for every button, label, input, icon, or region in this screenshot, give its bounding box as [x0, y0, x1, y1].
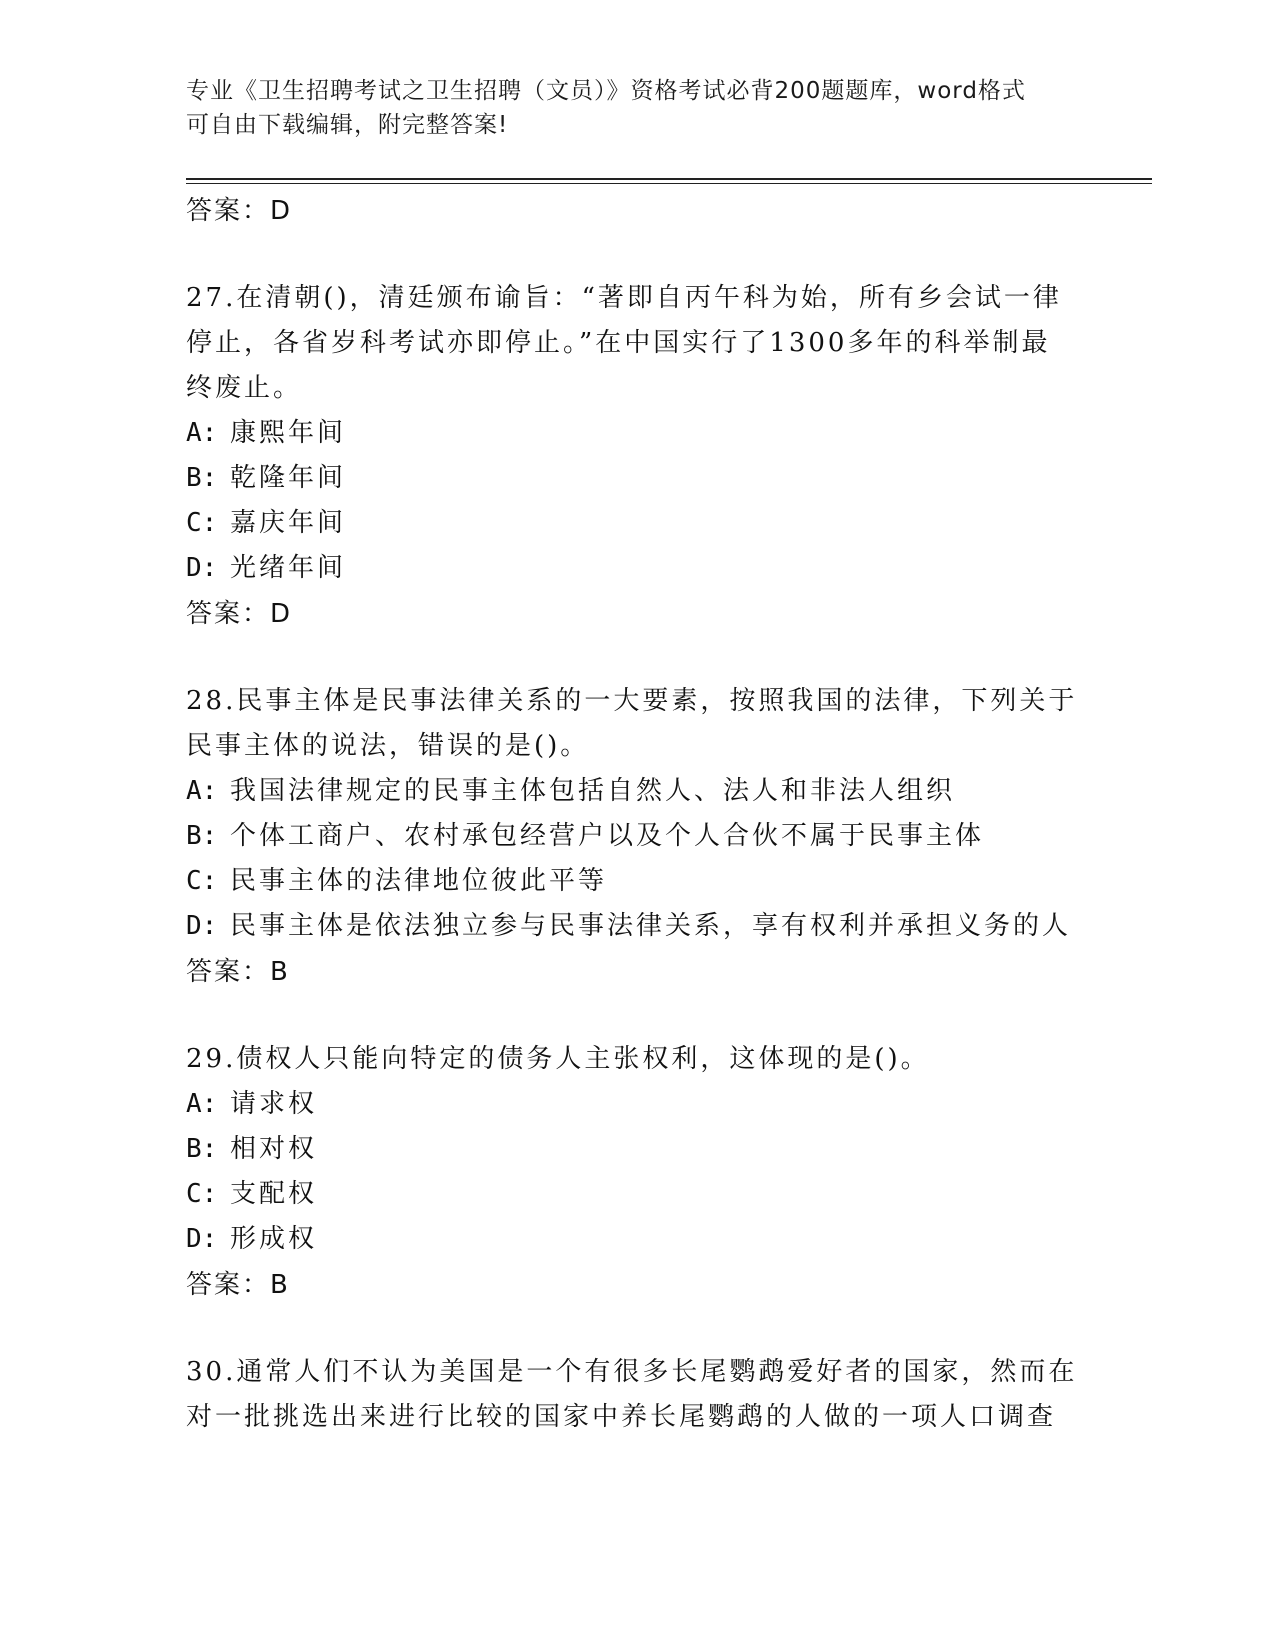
question-line: 29.债权人只能向特定的债务人主张权利，这体现的是()。	[186, 1044, 930, 1074]
option-letter: D:	[186, 911, 218, 941]
option-c	[186, 1172, 1086, 1217]
option-b	[186, 814, 1086, 859]
question-content	[186, 188, 1086, 1440]
option-text: 相对权	[230, 1134, 318, 1164]
option-a	[186, 769, 1086, 814]
option-letter: A:	[186, 1089, 218, 1119]
option-text: 康熙年间	[230, 418, 347, 448]
option-a	[186, 1082, 1086, 1127]
option-text: 个体工商户、农村承包经营户以及个人合伙不属于民事主体	[230, 821, 985, 851]
option-text: 我国法律规定的民事主体包括自然人、法人和非法人组织	[230, 776, 956, 806]
option-text: 光绪年间	[230, 553, 347, 583]
question-29	[186, 1037, 1086, 1308]
question-stem	[186, 1037, 1086, 1082]
option-b	[186, 1127, 1086, 1172]
option-a	[186, 411, 1086, 456]
header-divider-thin	[186, 183, 1152, 184]
option-text: 民事主体的法律地位彼此平等	[230, 866, 608, 896]
previous-answer: 答案：D	[186, 196, 293, 226]
option-letter: C:	[186, 1179, 218, 1209]
option-text: 请求权	[230, 1089, 318, 1119]
answer: 答案：B	[186, 1270, 290, 1300]
question-stem	[186, 1350, 1086, 1440]
question-line: 30.通常人们不认为美国是一个有很多长尾鹦鹉爱好者的国家，然而在	[186, 1357, 1078, 1387]
question-line: 终废止。	[186, 373, 303, 403]
option-letter: D:	[186, 1224, 218, 1254]
option-d	[186, 546, 1086, 591]
option-letter: C:	[186, 866, 218, 896]
question-stem	[186, 679, 1086, 769]
question-28	[186, 679, 1086, 995]
question-27	[186, 276, 1086, 637]
option-c	[186, 859, 1086, 904]
option-letter: B:	[186, 463, 218, 493]
answer: 答案：B	[186, 957, 290, 987]
spacer	[186, 995, 1086, 1037]
option-text: 嘉庆年间	[230, 508, 347, 538]
option-d	[186, 904, 1086, 949]
option-text: 支配权	[230, 1179, 318, 1209]
spacer	[186, 637, 1086, 679]
option-letter: A:	[186, 418, 218, 448]
spacer	[186, 234, 1086, 276]
option-text: 形成权	[230, 1224, 318, 1254]
spacer	[186, 1308, 1086, 1350]
question-stem	[186, 276, 1086, 411]
option-b	[186, 456, 1086, 501]
question-30	[186, 1350, 1086, 1440]
question-line: 对一批挑选出来进行比较的国家中养长尾鹦鹉的人做的一项人口调查	[186, 1402, 1057, 1432]
option-text: 乾隆年间	[230, 463, 347, 493]
answer: 答案：D	[186, 599, 293, 629]
header-line-1: 专业《卫生招聘考试之卫生招聘（文员）》资格考试必背200题题库，word格式	[186, 78, 1026, 104]
option-c	[186, 501, 1086, 546]
question-line: 27.在清朝()，清廷颁布谕旨：“著即自丙午科为始，所有乡会试一律	[186, 283, 1062, 313]
option-letter: B:	[186, 1134, 218, 1164]
question-line: 28.民事主体是民事法律关系的一大要素，按照我国的法律，下列关于	[186, 686, 1078, 716]
header-line-2: 可自由下载编辑，附完整答案!	[186, 112, 509, 138]
question-line: 民事主体的说法，错误的是()。	[186, 731, 590, 761]
option-text: 民事主体是依法独立参与民事法律关系，享有权利并承担义务的人	[230, 911, 1072, 941]
option-letter: B:	[186, 821, 218, 851]
option-letter: A:	[186, 776, 218, 806]
option-d	[186, 1217, 1086, 1262]
option-letter: C:	[186, 508, 218, 538]
page-header	[186, 74, 1076, 142]
option-letter: D:	[186, 553, 218, 583]
question-line: 停止，各省岁科考试亦即停止。”在中国实行了1300多年的科举制最	[186, 328, 1051, 358]
header-divider-thick	[186, 178, 1152, 180]
